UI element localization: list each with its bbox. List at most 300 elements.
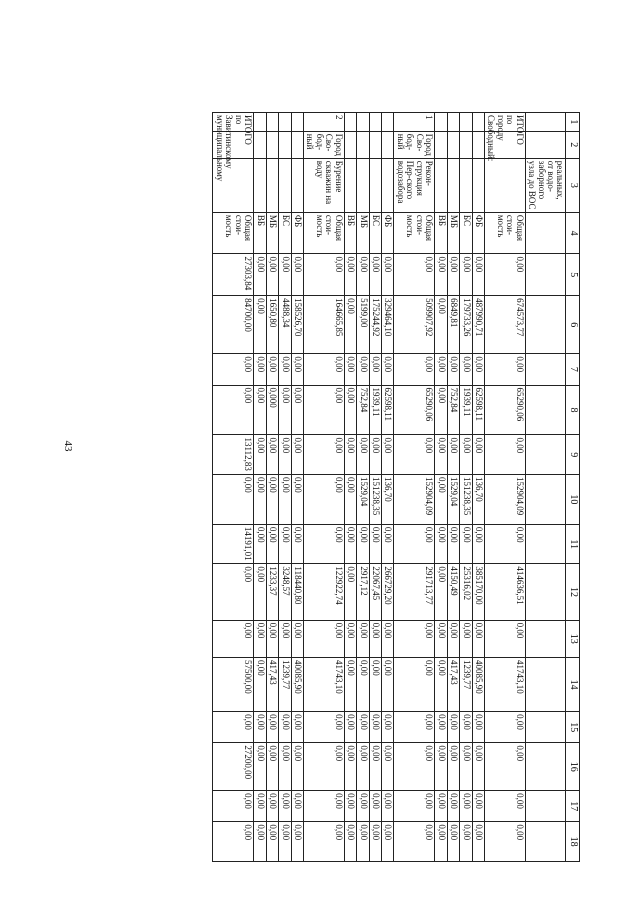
value-cell: 0,00 (369, 254, 381, 296)
value-cell: 0,00 (291, 254, 303, 296)
value-cell: 0,00 (485, 712, 526, 743)
row-label-c4: Общая стои-мость (304, 212, 345, 254)
value-cell (525, 524, 566, 564)
value-cell: 0,00 (447, 791, 459, 822)
value-cell: 0,00 (485, 743, 526, 791)
value-cell (525, 620, 566, 657)
table-row (369, 113, 381, 862)
value-cell: 266729,20 (382, 564, 394, 620)
value-cell: 0,00 (279, 385, 291, 435)
column-header: 10 (566, 474, 580, 524)
value-cell: 0,00 (291, 524, 303, 564)
column-header: 6 (566, 296, 580, 354)
row-label-c1: ИТОГО по Завитинскому муниципальному (213, 113, 254, 132)
value-cell: 0,00 (304, 822, 345, 862)
row-label-c4: ВБ (254, 212, 266, 254)
value-cell: 0,00 (435, 354, 447, 385)
value-cell: 65290,06 (485, 385, 526, 435)
value-cell: 0,00 (435, 822, 447, 862)
value-cell: 752,84 (447, 385, 459, 435)
row-label-c1 (369, 113, 381, 132)
value-cell: 0,00 (279, 254, 291, 296)
value-cell: 0,00 (344, 791, 356, 822)
table-row (213, 113, 254, 862)
row-label-c3 (485, 158, 526, 212)
row-label-c1 (382, 113, 394, 132)
value-cell: 0,00 (266, 524, 278, 564)
value-cell: 57500,00 (213, 658, 254, 712)
value-cell: 1529,04 (357, 474, 369, 524)
value-cell: 0,00 (357, 743, 369, 791)
column-header: 14 (566, 658, 580, 712)
value-cell (525, 435, 566, 475)
row-label-c2 (344, 131, 356, 158)
value-cell: 0,00 (394, 743, 435, 791)
value-cell: 0,00 (357, 354, 369, 385)
value-cell: 41743,10 (485, 658, 526, 712)
value-cell: 0,00 (382, 712, 394, 743)
value-cell: 0,00 (447, 524, 459, 564)
value-cell: 0,00 (279, 474, 291, 524)
value-cell: 0,00 (472, 435, 484, 475)
value-cell: 0,00 (460, 524, 472, 564)
row-label-c3 (291, 158, 303, 212)
value-cell: 0,00 (279, 822, 291, 862)
value-cell: 385170,00 (472, 564, 484, 620)
value-cell: 0,00 (394, 822, 435, 862)
value-cell: 0,00 (394, 354, 435, 385)
row-label-c2 (525, 131, 566, 158)
value-cell: 0,00 (279, 791, 291, 822)
value-cell: 164665,85 (304, 296, 345, 354)
column-header: 13 (566, 620, 580, 657)
table-row (525, 113, 566, 862)
value-cell: 4488,34 (279, 296, 291, 354)
value-cell (525, 354, 566, 385)
value-cell: 0,00 (344, 564, 356, 620)
value-cell: 0,00 (254, 743, 266, 791)
value-cell: 417,43 (266, 658, 278, 712)
value-cell: 0,00 (266, 712, 278, 743)
value-cell: 40085,90 (472, 658, 484, 712)
value-cell: 0,00 (254, 474, 266, 524)
value-cell: 0,00 (382, 254, 394, 296)
value-cell: 152904,09 (485, 474, 526, 524)
row-label-c2 (460, 131, 472, 158)
row-label-c2 (357, 131, 369, 158)
value-cell: 0,00 (304, 354, 345, 385)
row-label-c3: реальных, от водо-заборного узла до ВОС (525, 158, 566, 212)
value-cell: 0,00 (213, 354, 254, 385)
value-cell: 0,00 (382, 354, 394, 385)
value-cell: 0,00 (394, 658, 435, 712)
row-label-c3 (266, 158, 278, 212)
value-cell: 0,00 (460, 822, 472, 862)
value-cell: 0,00 (213, 791, 254, 822)
value-cell (525, 296, 566, 354)
value-cell: 0,00 (344, 822, 356, 862)
value-cell: 0,00 (254, 524, 266, 564)
value-cell: 0,00 (357, 435, 369, 475)
page-number: 43 (62, 440, 74, 452)
value-cell: 0,00 (266, 435, 278, 475)
row-label-c3 (254, 158, 266, 212)
value-cell: 0,00 (485, 822, 526, 862)
value-cell: 0,00 (357, 822, 369, 862)
value-cell: 0,00 (304, 712, 345, 743)
value-cell: 25316,02 (460, 564, 472, 620)
value-cell: 1529,04 (447, 474, 459, 524)
value-cell: 0,00 (472, 254, 484, 296)
value-cell: 0,00 (435, 296, 447, 354)
value-cell: 0,00 (435, 564, 447, 620)
value-cell: 62598,11 (382, 385, 394, 435)
table-row (254, 113, 266, 862)
value-cell: 0,00 (472, 354, 484, 385)
value-cell: 0,00 (460, 620, 472, 657)
value-cell: 0,00 (460, 791, 472, 822)
value-cell: 0,00 (447, 822, 459, 862)
column-header: 18 (566, 822, 580, 862)
value-cell: 0,00 (382, 435, 394, 475)
table-row (460, 113, 472, 862)
row-label-c3 (447, 158, 459, 212)
value-cell: 0,00 (369, 620, 381, 657)
value-cell: 0,00 (254, 658, 266, 712)
value-cell: 0,00 (213, 385, 254, 435)
row-label-c4: Общая стои-мость (213, 212, 254, 254)
row-label-c2 (472, 131, 484, 158)
value-cell: 0,00 (435, 435, 447, 475)
value-cell: 0,00 (254, 564, 266, 620)
value-cell: 0,00 (266, 620, 278, 657)
value-cell: 0,00 (291, 385, 303, 435)
value-cell: 0,00 (291, 791, 303, 822)
value-cell: 0,00 (266, 254, 278, 296)
value-cell: 0,00 (460, 254, 472, 296)
value-cell: 0,00 (435, 254, 447, 296)
value-cell: 0,00 (447, 354, 459, 385)
value-cell: 0,00 (394, 435, 435, 475)
row-label-c3 (382, 158, 394, 212)
value-cell: 0,00 (485, 524, 526, 564)
value-cell: 122922,74 (304, 564, 345, 620)
value-cell: 0,00 (304, 620, 345, 657)
table-row (435, 113, 447, 862)
column-header: 17 (566, 791, 580, 822)
row-label-c1: 1 (394, 113, 435, 132)
value-cell: 487990,71 (472, 296, 484, 354)
value-cell: 0,00 (344, 296, 356, 354)
value-cell: 0,00 (291, 822, 303, 862)
value-cell: 0,00 (382, 658, 394, 712)
value-cell: 0,00 (291, 354, 303, 385)
column-header: 5 (566, 254, 580, 296)
row-label-c3 (357, 158, 369, 212)
row-label-c4: МБ (357, 212, 369, 254)
value-cell: 136,70 (382, 474, 394, 524)
value-cell: 674573,77 (485, 296, 526, 354)
header-row (566, 113, 580, 862)
value-cell: 0,00 (369, 524, 381, 564)
value-cell: 0,00 (279, 712, 291, 743)
value-cell: 27200,00 (213, 743, 254, 791)
value-cell: 0,00 (369, 354, 381, 385)
row-label-c1 (254, 113, 266, 132)
value-cell: 0,00 (344, 743, 356, 791)
value-cell: 158526,70 (291, 296, 303, 354)
value-cell: 0,00 (382, 524, 394, 564)
value-cell: 0,00 (344, 474, 356, 524)
row-label-c1 (279, 113, 291, 132)
table-row (394, 113, 435, 862)
value-cell: 0,00 (382, 620, 394, 657)
row-label-c4: МБ (266, 212, 278, 254)
column-header: 12 (566, 564, 580, 620)
value-cell: 0,00 (435, 474, 447, 524)
row-label-c4: ВБ (435, 212, 447, 254)
value-cell (525, 474, 566, 524)
value-cell: 151238,35 (369, 474, 381, 524)
value-cell: 752,84 (357, 385, 369, 435)
row-label-c2 (435, 131, 447, 158)
value-cell: 0,00 (279, 620, 291, 657)
column-header: 4 (566, 212, 580, 254)
row-label-c4: БС (279, 212, 291, 254)
row-label-c3 (344, 158, 356, 212)
value-cell: 0,00 (435, 791, 447, 822)
row-label-c2 (266, 131, 278, 158)
value-cell: 175244,92 (369, 296, 381, 354)
value-cell: 152904,09 (394, 474, 435, 524)
value-cell: 0,00 (344, 620, 356, 657)
table-row (447, 113, 459, 862)
value-cell (525, 385, 566, 435)
value-cell: 0,00 (369, 435, 381, 475)
value-cell (525, 822, 566, 862)
value-cell: 0,00 (435, 524, 447, 564)
table-row (344, 113, 356, 862)
value-cell: 1939,11 (369, 385, 381, 435)
column-header: 8 (566, 385, 580, 435)
value-cell: 0,00 (357, 791, 369, 822)
row-label-c1 (435, 113, 447, 132)
value-cell: 3248,57 (279, 564, 291, 620)
value-cell: 1233,37 (266, 564, 278, 620)
value-cell: 0,00 (435, 712, 447, 743)
value-cell: 0,00 (472, 712, 484, 743)
value-cell: 0,00 (291, 435, 303, 475)
row-label-c4: Общая стои-мость (485, 212, 526, 254)
value-cell: 84700,00 (213, 296, 254, 354)
value-cell: 0,00 (460, 354, 472, 385)
row-label-c1 (525, 113, 566, 132)
table-row (291, 113, 303, 862)
value-cell: 0,00 (357, 620, 369, 657)
value-cell: 0,00 (304, 743, 345, 791)
value-cell: 0,00 (382, 743, 394, 791)
value-cell: 0,00 (435, 385, 447, 435)
row-label-c4: ФБ (382, 212, 394, 254)
value-cell: 0,00 (382, 822, 394, 862)
value-cell: 0,00 (266, 354, 278, 385)
table-row (382, 113, 394, 862)
value-cell: 0,00 (344, 524, 356, 564)
value-cell: 0,00 (447, 712, 459, 743)
value-cell: 414636,51 (485, 564, 526, 620)
value-cell: 65290,06 (394, 385, 435, 435)
value-cell: 0,00 (394, 620, 435, 657)
row-label-c1 (472, 113, 484, 132)
column-header: 9 (566, 435, 580, 475)
value-cell: 0,00 (304, 435, 345, 475)
row-label-c1 (357, 113, 369, 132)
value-cell: 0,00 (213, 620, 254, 657)
table-row (485, 113, 526, 862)
value-cell: 1939,11 (460, 385, 472, 435)
value-cell: 13112,83 (213, 435, 254, 475)
value-cell: 0,00 (291, 474, 303, 524)
table-row (266, 113, 278, 862)
value-cell: 14191,01 (213, 524, 254, 564)
row-label-c1 (266, 113, 278, 132)
row-label-c4: БС (369, 212, 381, 254)
value-cell: 0,00 (447, 620, 459, 657)
value-cell: 0,00 (382, 791, 394, 822)
value-cell (525, 564, 566, 620)
value-cell: 0,00 (435, 743, 447, 791)
value-cell: 0,00 (344, 712, 356, 743)
value-cell: 0,00 (485, 254, 526, 296)
value-cell: 179733,26 (460, 296, 472, 354)
table-row (279, 113, 291, 862)
value-cell: 0,00 (213, 564, 254, 620)
budget-table (213, 112, 581, 862)
table-row (357, 113, 369, 862)
value-cell: 40085,90 (291, 658, 303, 712)
value-cell: 0,00 (485, 791, 526, 822)
value-cell (525, 254, 566, 296)
value-cell: 0,00 (254, 354, 266, 385)
value-cell: 0,00 (344, 435, 356, 475)
value-cell: 0,00 (447, 743, 459, 791)
value-cell: 0,00 (254, 254, 266, 296)
value-cell: 0,00 (304, 254, 345, 296)
value-cell: 0,00 (304, 791, 345, 822)
value-cell: 0,00 (266, 743, 278, 791)
value-cell: 0,00 (369, 743, 381, 791)
row-label-c2 (279, 131, 291, 158)
row-label-c4: БС (460, 212, 472, 254)
row-label-c4 (525, 212, 566, 254)
row-label-c2: Город Сво-бод-ный (394, 131, 435, 158)
value-cell: 0,00 (394, 791, 435, 822)
value-cell: 0,00 (266, 474, 278, 524)
value-cell: 27303,84 (213, 254, 254, 296)
value-cell: 0,00 (447, 254, 459, 296)
value-cell: 0,00 (344, 254, 356, 296)
value-cell: 1239,77 (460, 658, 472, 712)
value-cell: 0,00 (369, 822, 381, 862)
row-label-c2 (369, 131, 381, 158)
value-cell: 5199,00 (357, 296, 369, 354)
value-cell: 0,00 (304, 385, 345, 435)
value-cell: 0,00 (279, 524, 291, 564)
value-cell: 0,00 (485, 354, 526, 385)
value-cell: 0,00 (485, 620, 526, 657)
value-cell: 0,00 (266, 822, 278, 862)
value-cell: 0,00 (460, 712, 472, 743)
row-label-c3 (460, 158, 472, 212)
value-cell: 0,00 (435, 620, 447, 657)
value-cell: 0,00 (304, 474, 345, 524)
value-cell: 0,00 (344, 385, 356, 435)
value-cell: 0,00 (279, 354, 291, 385)
row-label-c1: 2 (304, 113, 345, 132)
row-label-c4: ВБ (344, 212, 356, 254)
value-cell: 0,00 (291, 743, 303, 791)
row-label-c1: ИТОГО по городу Свободный: (485, 113, 526, 132)
value-cell: 0,00 (254, 791, 266, 822)
row-label-c2 (382, 131, 394, 158)
value-cell (525, 743, 566, 791)
row-label-c4: ФБ (291, 212, 303, 254)
value-cell: 0,00 (304, 524, 345, 564)
value-cell: 417,43 (447, 658, 459, 712)
column-header: 16 (566, 743, 580, 791)
value-cell: 0,00 (213, 712, 254, 743)
value-cell: 0,00 (435, 658, 447, 712)
column-header: 7 (566, 354, 580, 385)
value-cell: 0,00 (213, 474, 254, 524)
value-cell: 136,70 (472, 474, 484, 524)
row-label-c1 (447, 113, 459, 132)
value-cell: 0,00 (472, 822, 484, 862)
value-cell: 0,00 (485, 435, 526, 475)
value-cell: 0,00 (369, 791, 381, 822)
value-cell: 0,00 (279, 743, 291, 791)
rotated-table-container (120, 112, 580, 862)
value-cell: 0,00 (460, 743, 472, 791)
row-label-c3: Рекон-струкция Пер-ского водозабора (394, 158, 435, 212)
value-cell: 0,000 (266, 385, 278, 435)
value-cell: 118440,80 (291, 564, 303, 620)
value-cell: 0,00 (472, 743, 484, 791)
value-cell: 0,00 (472, 791, 484, 822)
value-cell: 0,00 (291, 712, 303, 743)
value-cell: 1650,80 (266, 296, 278, 354)
value-cell: 509907,92 (394, 296, 435, 354)
value-cell: 0,00 (357, 658, 369, 712)
row-label-c3: Бурение скважин на воду (304, 158, 345, 212)
value-cell: 0,00 (394, 712, 435, 743)
value-cell: 0,00 (213, 822, 254, 862)
row-label-c1 (291, 113, 303, 132)
value-cell: 0,00 (254, 385, 266, 435)
value-cell: 291713,77 (394, 564, 435, 620)
value-cell: 0,00 (291, 620, 303, 657)
column-header: 2 (566, 131, 580, 158)
row-label-c2 (254, 131, 266, 158)
column-header: 11 (566, 524, 580, 564)
row-label-c1 (460, 113, 472, 132)
value-cell: 0,00 (344, 658, 356, 712)
value-cell: 0,00 (357, 254, 369, 296)
table-row (304, 113, 345, 862)
value-cell: 6849,81 (447, 296, 459, 354)
value-cell: 0,00 (357, 712, 369, 743)
row-label-c3 (435, 158, 447, 212)
